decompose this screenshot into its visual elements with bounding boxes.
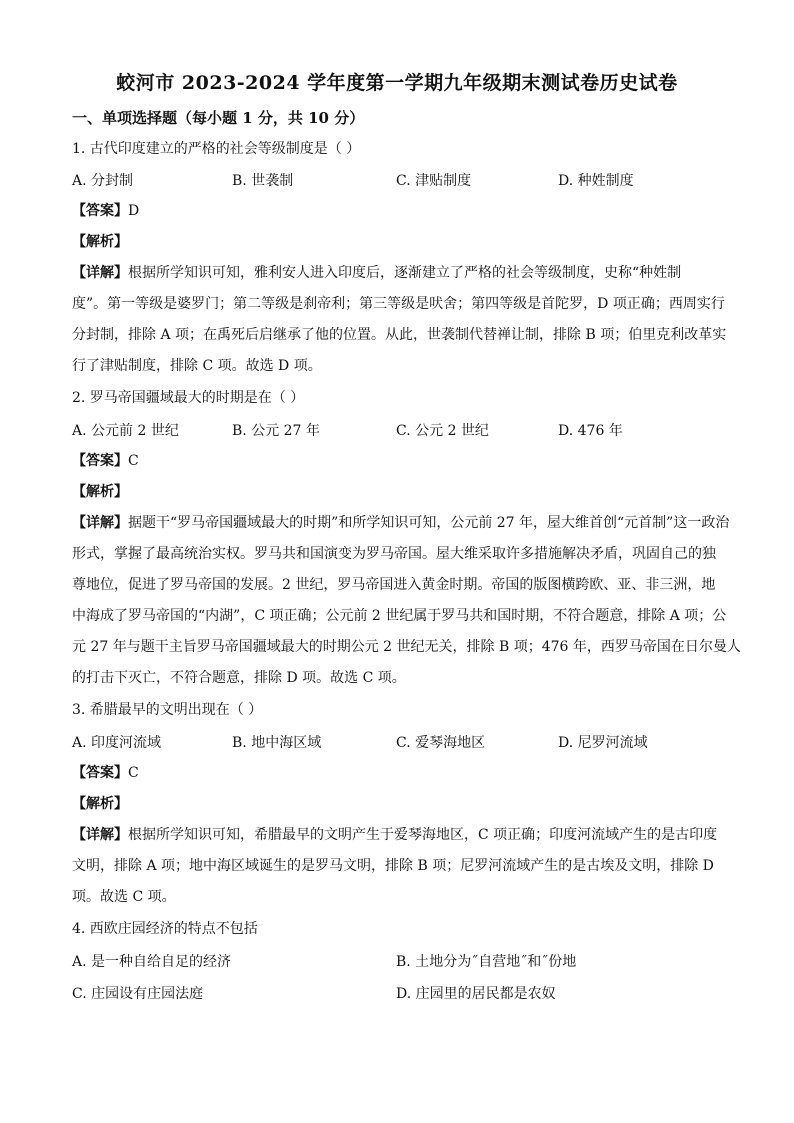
q2-option-b: B. 公元 27 年 <box>232 423 320 439</box>
q3-detail-text: 根据所学知识可知，希腊最早的文明产生于爱琴海地区，C 项正确；印度河流域产生的是古印度 <box>128 827 718 843</box>
q1-answer-row <box>72 201 732 221</box>
q3-detail-line-2: 文明，排除 A 项；地中海区域诞生的是罗马文明，排除 B 项；尼罗河流域产生的是古埃及文明，排除 D <box>72 858 714 874</box>
question-2-stem: 2. 罗马帝国疆域最大的时期是在（ ） <box>72 390 305 406</box>
q2-detail-text: 据题干“罗马帝国疆域最大的时期”和所学知识可知，公元前 27 年，屋大维首创“元首制”这一政治 <box>128 515 730 531</box>
q1-option-b: B. 世袭制 <box>232 173 294 189</box>
question-3-stem: 3. 希腊最早的文明出现在（ ） <box>72 702 263 718</box>
q2-detail-line-6: 的打击下灭亡，不符合题意，排除 D 项。故选 C 项。 <box>72 670 406 686</box>
q2-option-d: D. 476 年 <box>558 423 623 439</box>
q1-detail-line-4: 行了津贴制度，排除 C 项。故选 D 项。 <box>72 358 322 374</box>
answer-label: 【答案】 <box>72 203 128 219</box>
q3-analysis-label: 【解析】 <box>72 796 128 812</box>
q3-option-b: B. 地中海区域 <box>232 735 322 751</box>
q1-option-c: C. 津贴制度 <box>396 173 472 189</box>
q1-detail-line-2: 度”。第一等级是婆罗门；第二等级是刹帝利；第三等级是吠舍；第四等级是首陀罗，D 项正确；西周实行 <box>72 296 725 312</box>
q1-analysis-label: 【解析】 <box>72 234 128 250</box>
question-1-stem: 1. 古代印度建立的严格的社会等级制度是（ ） <box>72 141 361 157</box>
q4-option-a: A. 是一种自给自足的经济 <box>72 954 232 970</box>
detail-label: 【详解】 <box>72 515 128 531</box>
answer-label: 【答案】 <box>72 765 128 781</box>
q3-detail-line-3: 项。故选 C 项。 <box>72 889 176 905</box>
q1-option-a: A. 分封制 <box>72 173 134 189</box>
q4-option-b: B. 土地分为˝自营地˝和˝份地 <box>396 954 577 970</box>
question-4-stem: 4. 西欧庄园经济的特点不包括 <box>72 921 258 937</box>
q2-option-c: C. 公元 2 世纪 <box>396 423 489 439</box>
q3-answer-row <box>72 763 732 783</box>
q3-option-d: D. 尼罗河流域 <box>558 735 648 751</box>
detail-label: 【详解】 <box>72 265 128 281</box>
q4-option-c: C. 庄园设有庄园法庭 <box>72 986 204 1002</box>
q2-detail-line-3: 尊地位，促进了罗马帝国的发展。2 世纪，罗马帝国进入黄金时期。帝国的版图横跨欧、亚、非三洲，地 <box>72 577 716 593</box>
answer-label: 【答案】 <box>72 453 128 469</box>
q1-detail-line-3: 分封制，排除 A 项；在禹死后启继承了他的位置。从此，世袭制代替禅让制，排除 B 项；伯里克利改革实 <box>72 327 727 343</box>
q3-detail-line-1 <box>72 825 732 845</box>
q3-option-c: C. 爱琴海地区 <box>396 735 486 751</box>
section-heading: 一、单项选择题（每小题 1 分，共 10 分） <box>72 109 365 127</box>
q2-analysis-label: 【解析】 <box>72 484 128 500</box>
q1-option-d: D. 种姓制度 <box>558 173 634 189</box>
q3-option-a: A. 印度河流域 <box>72 735 162 751</box>
q2-answer-value: C <box>128 453 139 469</box>
q4-option-d: D. 庄园里的居民都是农奴 <box>396 986 556 1002</box>
q2-detail-line-5: 元 27 年与题干主旨罗马帝国疆域最大的时期公元 2 世纪无关，排除 B 项；476 年，西罗马帝国在日尔曼人 <box>72 639 741 655</box>
exam-title: 蛟河市 2023-2024 学年度第一学期九年级期末测试卷历史试卷 <box>116 72 678 94</box>
q2-detail-line-1 <box>72 513 732 533</box>
q1-detail-line-1 <box>72 263 732 283</box>
q2-option-a: A. 公元前 2 世纪 <box>72 423 179 439</box>
detail-label: 【详解】 <box>72 827 128 843</box>
q1-answer-value: D <box>128 203 140 219</box>
q1-detail-text: 根据所学知识可知，雅利安人进入印度后，逐渐建立了严格的社会等级制度，史称“种姓制 <box>128 265 682 281</box>
q2-detail-line-2: 形式，掌握了最高统治实权。罗马共和国演变为罗马帝国。屋大维采取许多措施解决矛盾，巩固自己的独 <box>72 546 716 562</box>
q3-answer-value: C <box>128 765 139 781</box>
q2-answer-row <box>72 451 732 471</box>
q2-detail-line-4: 中海成了罗马帝国的“内湖”，C 项正确；公元前 2 世纪属于罗马共和国时期，不符合题意，排除 A 项；公 <box>72 608 727 624</box>
